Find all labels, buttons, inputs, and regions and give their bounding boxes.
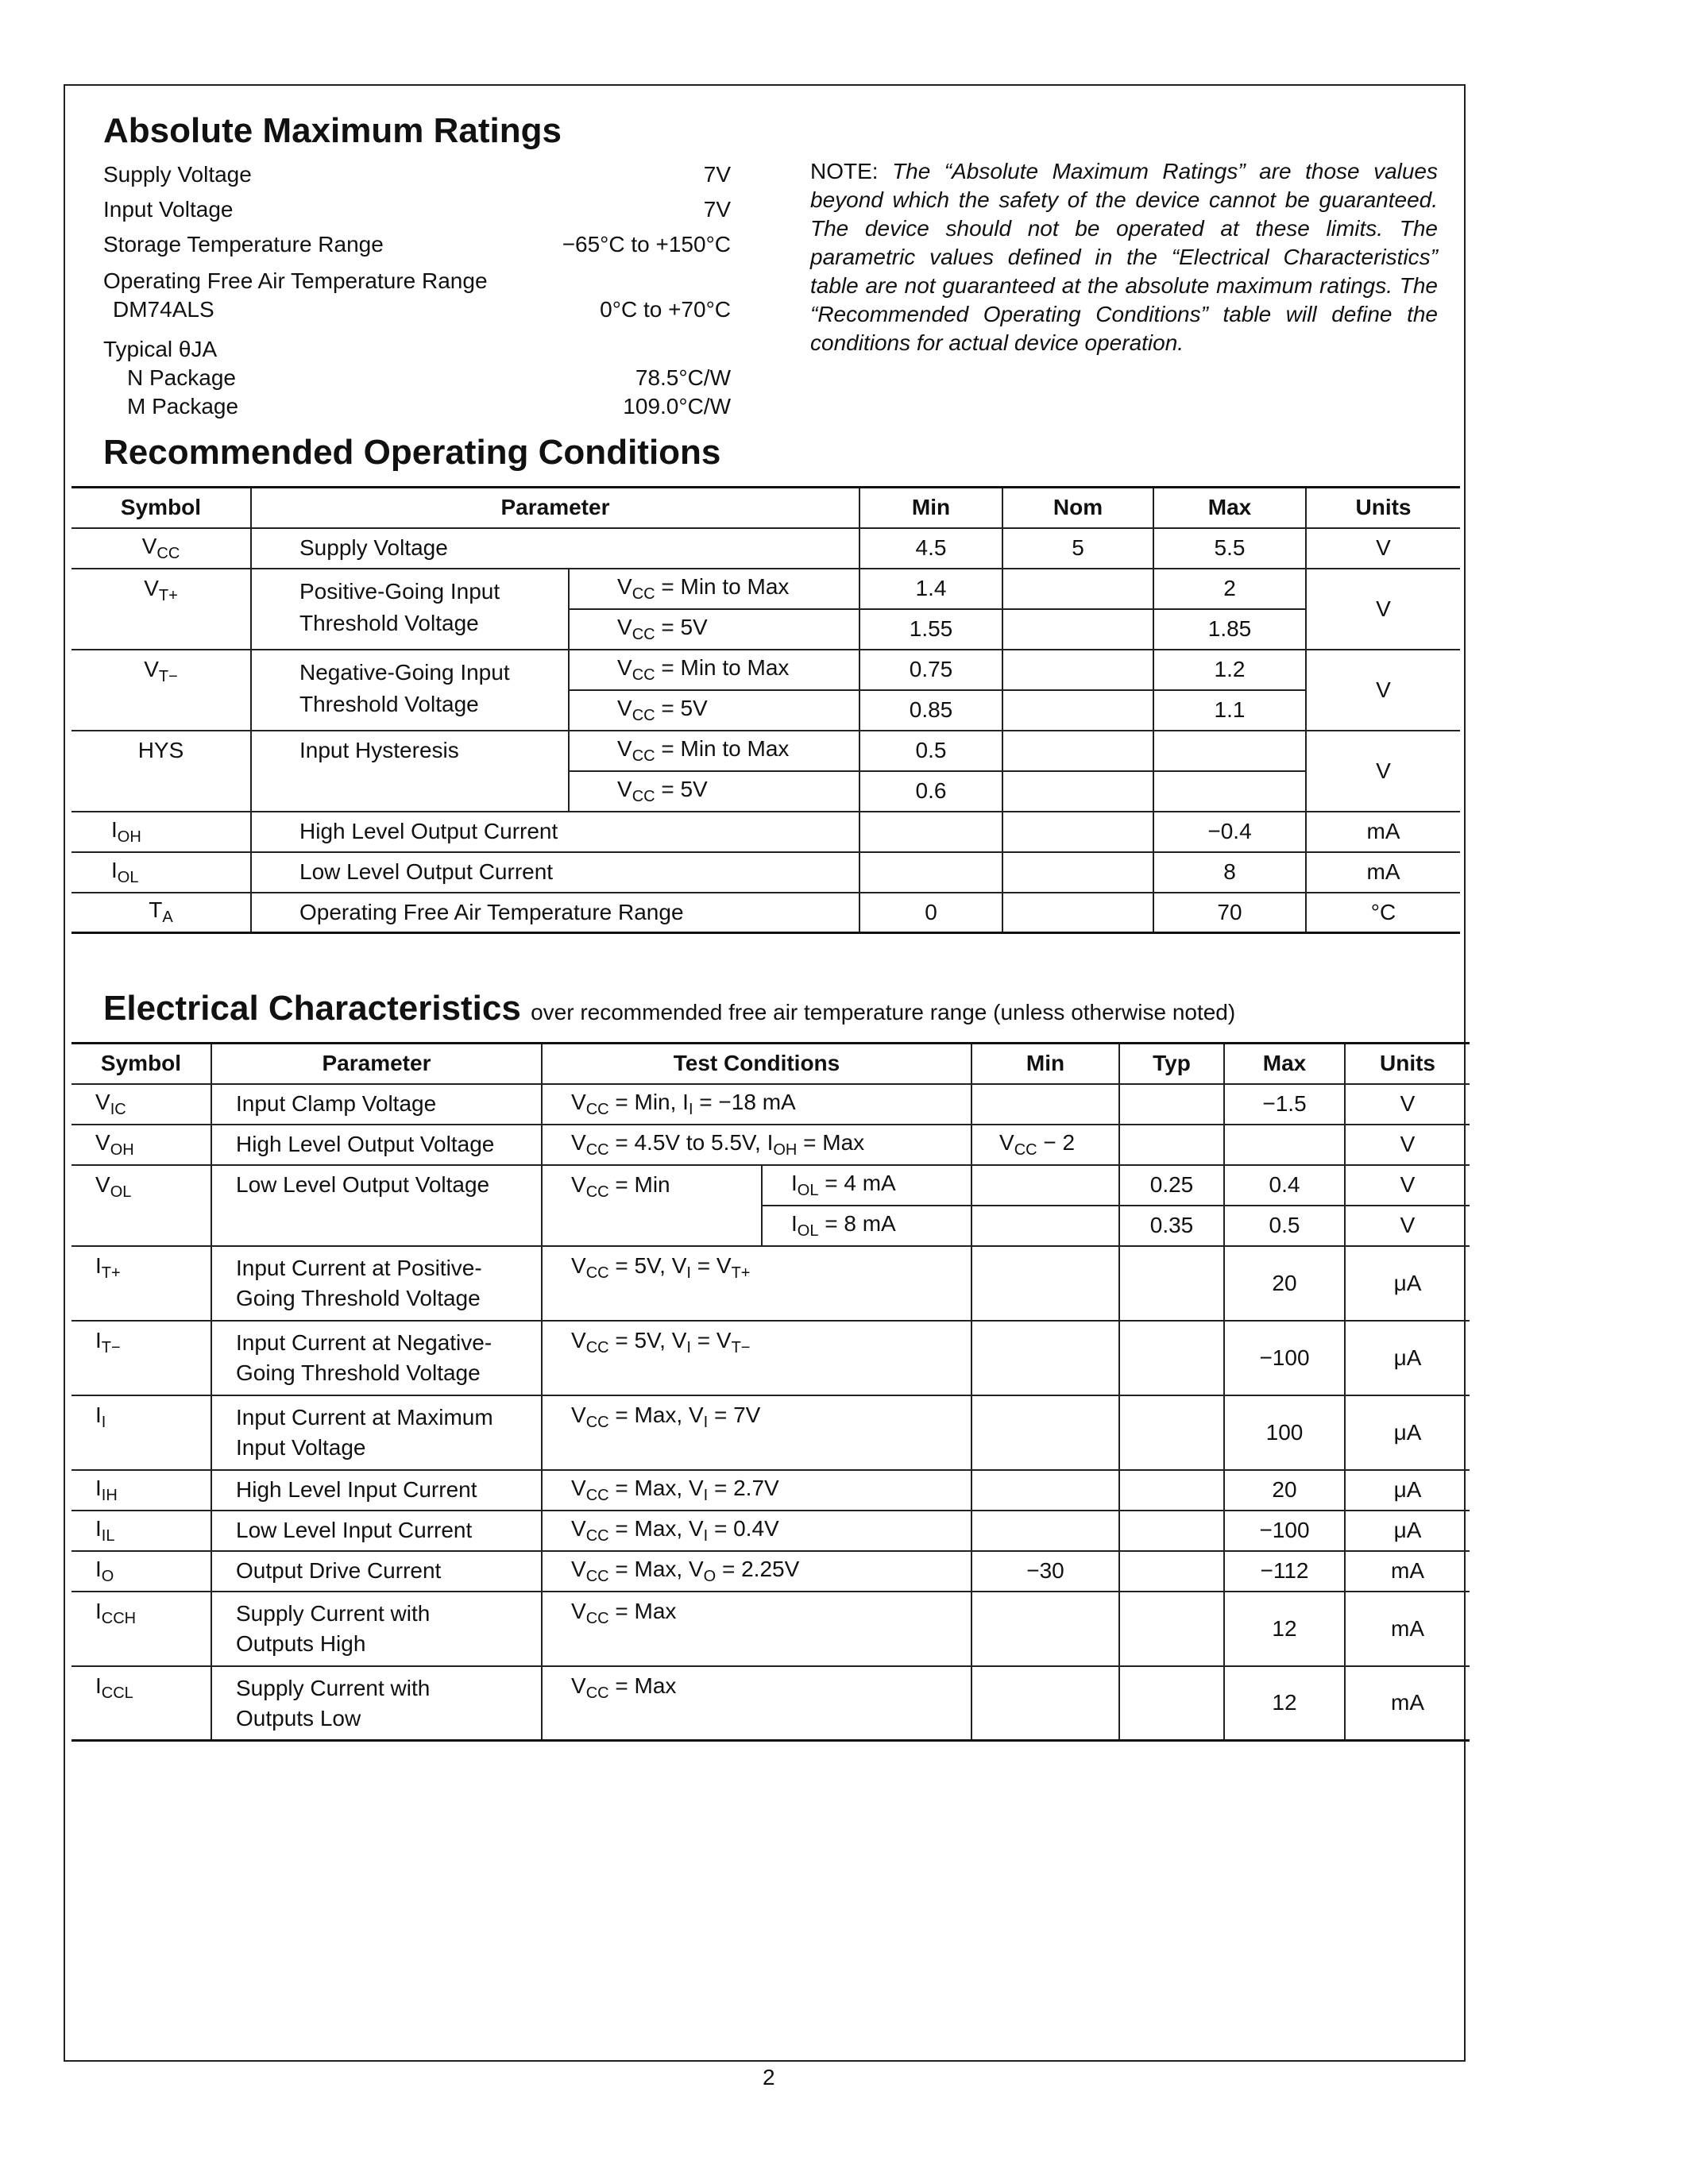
nom-cell (1002, 852, 1153, 893)
amr-row (103, 192, 731, 227)
max-cell: −0.4 (1153, 812, 1306, 852)
symbol-cell: $I_{IL}$ (71, 1511, 211, 1551)
param-cell: Positive-Going Input Threshold Voltage (251, 569, 569, 650)
param-cell: Operating Free Air Temperature Range (251, 893, 859, 933)
amr-label: M Package (127, 394, 239, 419)
param-cell: Input Current at Positive- Going Threshold Voltage (211, 1246, 542, 1321)
units-cell: mA (1306, 852, 1460, 893)
units-cell: μA (1345, 1395, 1470, 1470)
typ-cell (1119, 1125, 1224, 1165)
ec-subtitle: over recommended free air temperature range (unless otherwise noted) (531, 1000, 1236, 1024)
min-cell: −30 (971, 1551, 1119, 1592)
amr-value: 7V (703, 162, 731, 187)
roc-table (71, 486, 1460, 934)
min-cell: 1.4 (859, 569, 1002, 609)
min-cell (971, 1666, 1119, 1741)
amr-label: Typical θJA (103, 337, 218, 361)
col-header: Symbol (71, 488, 251, 528)
col-header: Symbol (71, 1044, 211, 1084)
amr-row (103, 295, 731, 324)
cond-cell: $V_{CC} = 5V$ (569, 609, 859, 650)
symbol-cell: $I_{OL}$ (71, 852, 251, 893)
param-cell: Input Hysteresis (251, 731, 569, 812)
table-row (71, 1165, 1470, 1206)
table-row (71, 1125, 1470, 1165)
cond-cell: $V_{CC}$ = Max, $V_I = 2.7V$ (542, 1470, 971, 1511)
units-cell: V (1345, 1125, 1470, 1165)
symbol-cell: $I_{CCL}$ (71, 1666, 211, 1741)
max-cell: 1.85 (1153, 609, 1306, 650)
table-row (71, 812, 1460, 852)
amr-row (103, 364, 731, 392)
nom-cell (1002, 771, 1153, 812)
amr-value: 0°C to +70°C (600, 297, 731, 322)
param-cell: High Level Output Current (251, 812, 859, 852)
param-cell: Input Current at Maximum Input Voltage (211, 1395, 542, 1470)
units-cell: V (1306, 650, 1460, 731)
max-cell: 8 (1153, 852, 1306, 893)
nom-cell (1002, 893, 1153, 933)
col-header: Max (1153, 488, 1306, 528)
units-cell: μA (1345, 1321, 1470, 1395)
symbol-cell: $V_{IC}$ (71, 1084, 211, 1125)
table-header-row (71, 1044, 1470, 1084)
max-cell: 2 (1153, 569, 1306, 609)
min-cell: 0.5 (859, 731, 1002, 771)
cond-cell: $V_{CC}$ = Min, $I_I = -18$ mA (542, 1084, 971, 1125)
cond-cell: $V_{CC} = 5V$ (569, 771, 859, 812)
symbol-cell: $V_{OH}$ (71, 1125, 211, 1165)
max-cell: 1.2 (1153, 650, 1306, 690)
amr-list (103, 157, 731, 421)
cond-cell: $V_{CC}$ = Min to Max (569, 650, 859, 690)
amr-label: DM74ALS (113, 297, 214, 322)
nom-cell (1002, 812, 1153, 852)
col-header: Max (1224, 1044, 1345, 1084)
col-header: Units (1345, 1044, 1470, 1084)
param-cell: Supply Current with Outputs Low (211, 1666, 542, 1741)
amr-value: 7V (703, 197, 731, 222)
symbol-cell: $I_{IH}$ (71, 1470, 211, 1511)
min-cell: $V_{CC} - 2$ (971, 1125, 1119, 1165)
units-cell: mA (1345, 1592, 1470, 1666)
max-cell: 1.1 (1153, 690, 1306, 731)
param-cell: High Level Input Current (211, 1470, 542, 1511)
min-cell: 1.55 (859, 609, 1002, 650)
cond-cell: $V_{CC}$ = Max, $V_I = 0.4V$ (542, 1511, 971, 1551)
typ-cell (1119, 1395, 1224, 1470)
max-cell: 20 (1224, 1246, 1345, 1321)
typ-cell (1119, 1551, 1224, 1592)
min-cell (971, 1165, 1119, 1206)
min-cell (971, 1084, 1119, 1125)
nom-cell (1002, 650, 1153, 690)
table-row (71, 1511, 1470, 1551)
amr-row (103, 227, 731, 262)
cond-cell: $V_{CC}$ = Min (542, 1165, 762, 1246)
cond-cell: $I_{OL} = 8$ mA (762, 1206, 971, 1246)
param-cell: Low Level Output Voltage (211, 1165, 542, 1246)
amr-row (103, 267, 731, 295)
amr-label: Input Voltage (103, 197, 234, 222)
nom-cell (1002, 731, 1153, 771)
table-row (71, 1321, 1470, 1395)
units-cell: μA (1345, 1511, 1470, 1551)
col-header: Parameter (211, 1044, 542, 1084)
col-header: Min (859, 488, 1002, 528)
ec-title: Electrical Characteristics over recommended free air temperature range (unless otherwise noted) (103, 989, 1236, 1028)
table-row (71, 893, 1460, 933)
max-cell: 20 (1224, 1470, 1345, 1511)
cond-cell: $V_{CC}$ = Min to Max (569, 569, 859, 609)
cond-cell: $V_{CC} = 5V$, $V_I = V_{T+}$ (542, 1246, 971, 1321)
min-cell: 0.85 (859, 690, 1002, 731)
units-cell: mA (1345, 1666, 1470, 1741)
table-header-row (71, 488, 1460, 528)
symbol-cell: $I_{CCH}$ (71, 1592, 211, 1666)
min-cell (971, 1321, 1119, 1395)
units-cell: V (1306, 731, 1460, 812)
max-cell: 12 (1224, 1666, 1345, 1741)
typ-cell: 0.35 (1119, 1206, 1224, 1246)
table-row (71, 1592, 1470, 1666)
symbol-cell: $I_I$ (71, 1395, 211, 1470)
param-cell: Input Current at Negative- Going Threshold Voltage (211, 1321, 542, 1395)
col-header: Min (971, 1044, 1119, 1084)
amr-row (103, 335, 731, 364)
max-cell: 70 (1153, 893, 1306, 933)
typ-cell (1119, 1321, 1224, 1395)
units-cell: °C (1306, 893, 1460, 933)
cond-cell: $V_{CC}$ = Max, $V_I = 7V$ (542, 1395, 971, 1470)
typ-cell (1119, 1470, 1224, 1511)
param-cell: Low Level Input Current (211, 1511, 542, 1551)
max-cell (1153, 771, 1306, 812)
amr-row (103, 157, 731, 192)
units-cell: V (1345, 1165, 1470, 1206)
min-cell: 0.6 (859, 771, 1002, 812)
max-cell: −100 (1224, 1511, 1345, 1551)
col-header: Units (1306, 488, 1460, 528)
table-row (71, 1551, 1470, 1592)
max-cell: −100 (1224, 1321, 1345, 1395)
min-cell (971, 1395, 1119, 1470)
min-cell (859, 852, 1002, 893)
max-cell: 0.4 (1224, 1165, 1345, 1206)
cond-cell: $V_{CC}$ = Min to Max (569, 731, 859, 771)
note-text: The “Absolute Maximum Ratings” are those values beyond which the safety of the device cannot be guaranteed. The device should not be operated at these limits. The parametric values defined in the “Electrical Characteristics” table are not guaranteed at the absolute maximum ratings. The “Recommended Operating Conditions” table will define the conditions for actual device operation. (810, 159, 1439, 355)
table-row (71, 731, 1460, 771)
param-cell: High Level Output Voltage (211, 1125, 542, 1165)
amr-value: −65°C to +150°C (562, 232, 731, 257)
symbol-cell: $V_{OL}$ (71, 1165, 211, 1246)
symbol-cell: $V_{T+}$ (71, 569, 251, 650)
min-cell (971, 1592, 1119, 1666)
min-cell (859, 812, 1002, 852)
min-cell (971, 1511, 1119, 1551)
typ-cell (1119, 1246, 1224, 1321)
amr-label: Storage Temperature Range (103, 232, 384, 257)
cond-cell: $V_{CC} = 4.5V$ to 5.5V, $I_{OH}$ = Max (542, 1125, 971, 1165)
cond-cell: $V_{CC}$ = Max (542, 1666, 971, 1741)
amr-title: Absolute Maximum Ratings (103, 111, 562, 150)
table-row (71, 1395, 1470, 1470)
param-cell: Output Drive Current (211, 1551, 542, 1592)
units-cell: V (1345, 1206, 1470, 1246)
table-row (71, 1666, 1470, 1741)
max-cell: 100 (1224, 1395, 1345, 1470)
units-cell: V (1345, 1084, 1470, 1125)
table-row (71, 1084, 1470, 1125)
cond-cell: $I_{OL} = 4$ mA (762, 1165, 971, 1206)
cond-cell: $V_{CC} = 5V$ (569, 690, 859, 731)
amr-note (810, 157, 1438, 357)
units-cell: V (1306, 528, 1460, 569)
nom-cell (1002, 569, 1153, 609)
col-header: Nom (1002, 488, 1153, 528)
max-cell (1153, 731, 1306, 771)
table-row (71, 650, 1460, 690)
min-cell (971, 1246, 1119, 1321)
min-cell (971, 1470, 1119, 1511)
amr-label: Operating Free Air Temperature Range (103, 268, 488, 293)
min-cell (971, 1206, 1119, 1246)
amr-value: 78.5°C/W (635, 365, 731, 390)
amr-label: Supply Voltage (103, 162, 252, 187)
max-cell: 12 (1224, 1592, 1345, 1666)
param-cell: Supply Voltage (251, 528, 859, 569)
typ-cell (1119, 1511, 1224, 1551)
symbol-cell: $I_{OH}$ (71, 812, 251, 852)
symbol-cell: $V_{T-}$ (71, 650, 251, 731)
col-header: Test Conditions (542, 1044, 971, 1084)
typ-cell (1119, 1084, 1224, 1125)
units-cell: μA (1345, 1246, 1470, 1321)
max-cell: 5.5 (1153, 528, 1306, 569)
amr-value: 109.0°C/W (623, 394, 731, 419)
min-cell: 0.75 (859, 650, 1002, 690)
param-cell: Negative-Going Input Threshold Voltage (251, 650, 569, 731)
roc-title: Recommended Operating Conditions (103, 433, 721, 472)
amr-row (103, 392, 731, 421)
typ-cell (1119, 1592, 1224, 1666)
symbol-cell: HYS (71, 731, 251, 812)
units-cell: mA (1306, 812, 1460, 852)
param-cell: Input Clamp Voltage (211, 1084, 542, 1125)
table-row (71, 852, 1460, 893)
param-cell: Supply Current with Outputs High (211, 1592, 542, 1666)
symbol-cell: $T_A$ (71, 893, 251, 933)
units-cell: mA (1345, 1551, 1470, 1592)
note-prefix: NOTE: (810, 159, 879, 183)
max-cell: −112 (1224, 1551, 1345, 1592)
table-row (71, 1246, 1470, 1321)
nom-cell: 5 (1002, 528, 1153, 569)
param-cell: Low Level Output Current (251, 852, 859, 893)
nom-cell (1002, 690, 1153, 731)
symbol-cell: $V_{CC}$ (71, 528, 251, 569)
col-header: Parameter (251, 488, 859, 528)
amr-label: N Package (127, 365, 236, 390)
units-cell: V (1306, 569, 1460, 650)
ec-table (71, 1042, 1470, 1742)
max-cell (1224, 1125, 1345, 1165)
cond-cell: $V_{CC} = 5V$, $V_I = V_{T-}$ (542, 1321, 971, 1395)
max-cell: 0.5 (1224, 1206, 1345, 1246)
symbol-cell: $I_O$ (71, 1551, 211, 1592)
typ-cell (1119, 1666, 1224, 1741)
units-cell: μA (1345, 1470, 1470, 1511)
symbol-cell: $I_{T-}$ (71, 1321, 211, 1395)
table-row (71, 1470, 1470, 1511)
cond-cell: $V_{CC}$ = Max (542, 1592, 971, 1666)
min-cell: 4.5 (859, 528, 1002, 569)
nom-cell (1002, 609, 1153, 650)
table-row (71, 569, 1460, 609)
symbol-cell: $I_{T+}$ (71, 1246, 211, 1321)
cond-cell: $V_{CC}$ = Max, $V_O = 2.25V$ (542, 1551, 971, 1592)
col-header: Typ (1119, 1044, 1224, 1084)
max-cell: −1.5 (1224, 1084, 1345, 1125)
min-cell: 0 (859, 893, 1002, 933)
typ-cell: 0.25 (1119, 1165, 1224, 1206)
page-number: 2 (763, 2065, 775, 2089)
table-row (71, 528, 1460, 569)
